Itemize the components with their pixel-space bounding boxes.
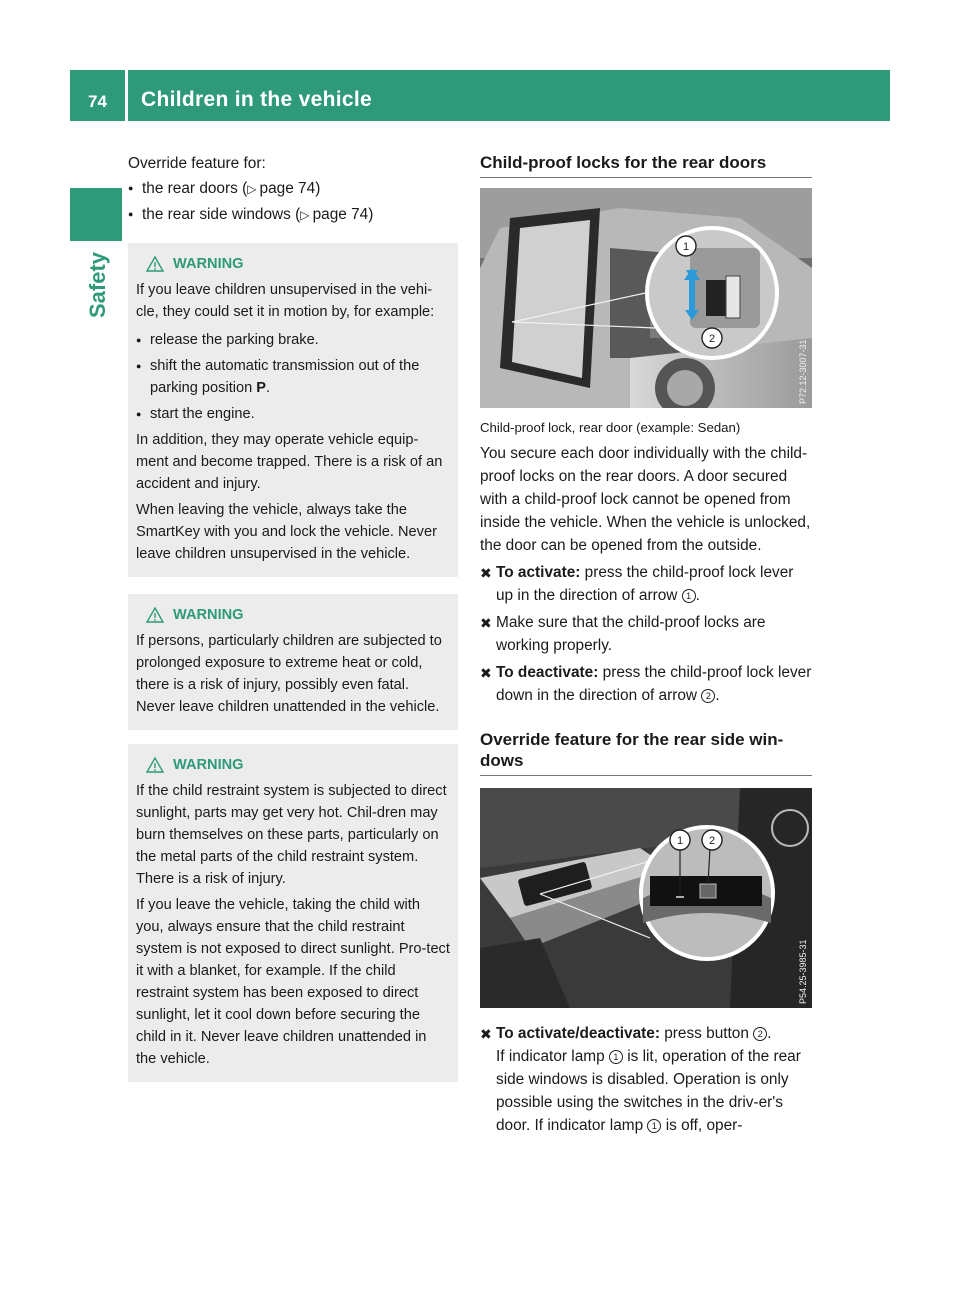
page-ref-link[interactable]: page 74 (259, 180, 316, 197)
instruction-step-check: ✖ Make sure that the child-proof locks are working properly. (480, 614, 766, 654)
section-label: Safety (85, 251, 110, 319)
warning-text: If you leave children unsupervised in the vehi-cle, they could set it in motion by, for example: (136, 282, 435, 320)
left-column (128, 152, 458, 1082)
warning-triangle-icon (146, 757, 164, 773)
arrow-ref-icon: ▷ (247, 182, 257, 196)
arrow-ref-icon: ▷ (300, 208, 310, 222)
warning-box-sunlight (128, 744, 458, 1082)
section-heading-child-locks: Child-proof locks for the rear doors (480, 152, 812, 178)
warning-header (136, 253, 450, 275)
chapter-title: Children in the vehicle (141, 88, 372, 111)
section-tab (86, 250, 110, 320)
marker-one-icon: 1 (609, 1050, 623, 1064)
marker-two-icon: 2 (701, 689, 715, 703)
instruction-step-override: ✖ To activate/deactivate: press button 2 . If indicator lamp 1 is lit, operation of the rear side windows is disabled. Operation is only possible using the switches in the driv-er's door. If indicator lamp 1 is off, oper- (480, 1025, 801, 1134)
photo-code: P72.12-3007-31 (798, 339, 808, 404)
warning-title: WARNING (173, 256, 244, 272)
page-ref-link[interactable]: page 74 (312, 206, 369, 223)
right-column (480, 152, 812, 1137)
warning-triangle-icon (146, 256, 164, 272)
car-rear-door-illustration (480, 188, 812, 408)
window-switch-photo (480, 788, 812, 1008)
override-intro: Override feature for: (128, 155, 266, 172)
door-panel-illustration (480, 788, 812, 1008)
warning-text: If you leave the vehicle, taking the child with you, always ensure that the child restraint system is not exposed to direct sunlight. Pro-tect it with a blanket, for example. If the child restraint system has been exposed to direct sunlight, let it cool down before securing the child in it. Never leave children unattended in the vehicle. (136, 897, 450, 1067)
warning-text: In addition, they may operate vehicle equip-ment and become trapped. There is a risk of an accident and injury. (136, 432, 443, 492)
page-number-block (70, 70, 125, 121)
warning-bullet: ● start the engine. (136, 403, 450, 425)
photo-marker-one: 1 (682, 241, 690, 253)
warning-header (136, 754, 450, 776)
warning-title: WARNING (173, 757, 244, 773)
photo-code: P54.25-3985-31 (798, 939, 808, 1004)
override-item-doors: ● the rear doors (▷ page 74) (128, 177, 458, 201)
warning-text: If the child restraint system is subjected to direct sunlight, parts may get very hot. Chil-dren may burn themselves on these parts, particularly on the metal parts of the child restraint system. There is a risk of injury. (136, 783, 447, 887)
override-item-windows: ● the rear side windows (▷ page 74) (128, 203, 458, 227)
step-arrow-icon: ✖ (480, 615, 492, 631)
marker-one-icon: 1 (647, 1119, 661, 1133)
section-color-block (70, 188, 122, 241)
child-lock-photo (480, 188, 812, 408)
section-heading-override: Override feature for the rear side win-dows (480, 729, 812, 776)
instruction-step-activate: ✖ To activate: press the child-proof lock lever up in the direction of arrow 1 . (480, 564, 794, 604)
chapter-header-bar (128, 70, 890, 121)
step-arrow-icon: ✖ (480, 565, 492, 581)
warning-bullet: ● release the parking brake. (136, 329, 450, 351)
photo-marker-two: 2 (708, 333, 716, 345)
warning-triangle-icon (146, 607, 164, 623)
warning-title: WARNING (173, 607, 244, 623)
body-text: You secure each door individually with the child-proof locks on the rear doors. A door secured with a child-proof lock cannot be opened from inside the vehicle. When the vehicle is unlocked, the door can be opened from the outside. (480, 445, 811, 554)
step-arrow-icon: ✖ (480, 1026, 492, 1042)
warning-box-unsupervised (128, 243, 458, 577)
photo-marker-one: 1 (676, 835, 684, 847)
instruction-step-deactivate: ✖ To deactivate: press the child-proof lock lever down in the direction of arrow 2 . (480, 664, 812, 704)
warning-text: When leaving the vehicle, always take the SmartKey with you and lock the vehicle. Never leave children unsupervised in the vehicle. (136, 502, 437, 562)
warning-bullet: ● shift the automatic transmission out of the parking position P. (136, 355, 450, 399)
warning-box-heat (128, 594, 458, 730)
page-number: 74 (88, 92, 107, 111)
warning-text: If persons, particularly children are subjected to prolonged exposure to extreme heat or cold, there is a risk of injury, possibly even fatal. Never leave children unattended in the vehicle. (136, 633, 442, 715)
marker-two-icon: 2 (753, 1027, 767, 1041)
warning-header (136, 604, 450, 626)
photo-marker-two: 2 (708, 835, 716, 847)
photo-caption: Child-proof lock, rear door (example: Sedan) (480, 420, 741, 435)
step-arrow-icon: ✖ (480, 665, 492, 681)
marker-one-icon: 1 (682, 589, 696, 603)
